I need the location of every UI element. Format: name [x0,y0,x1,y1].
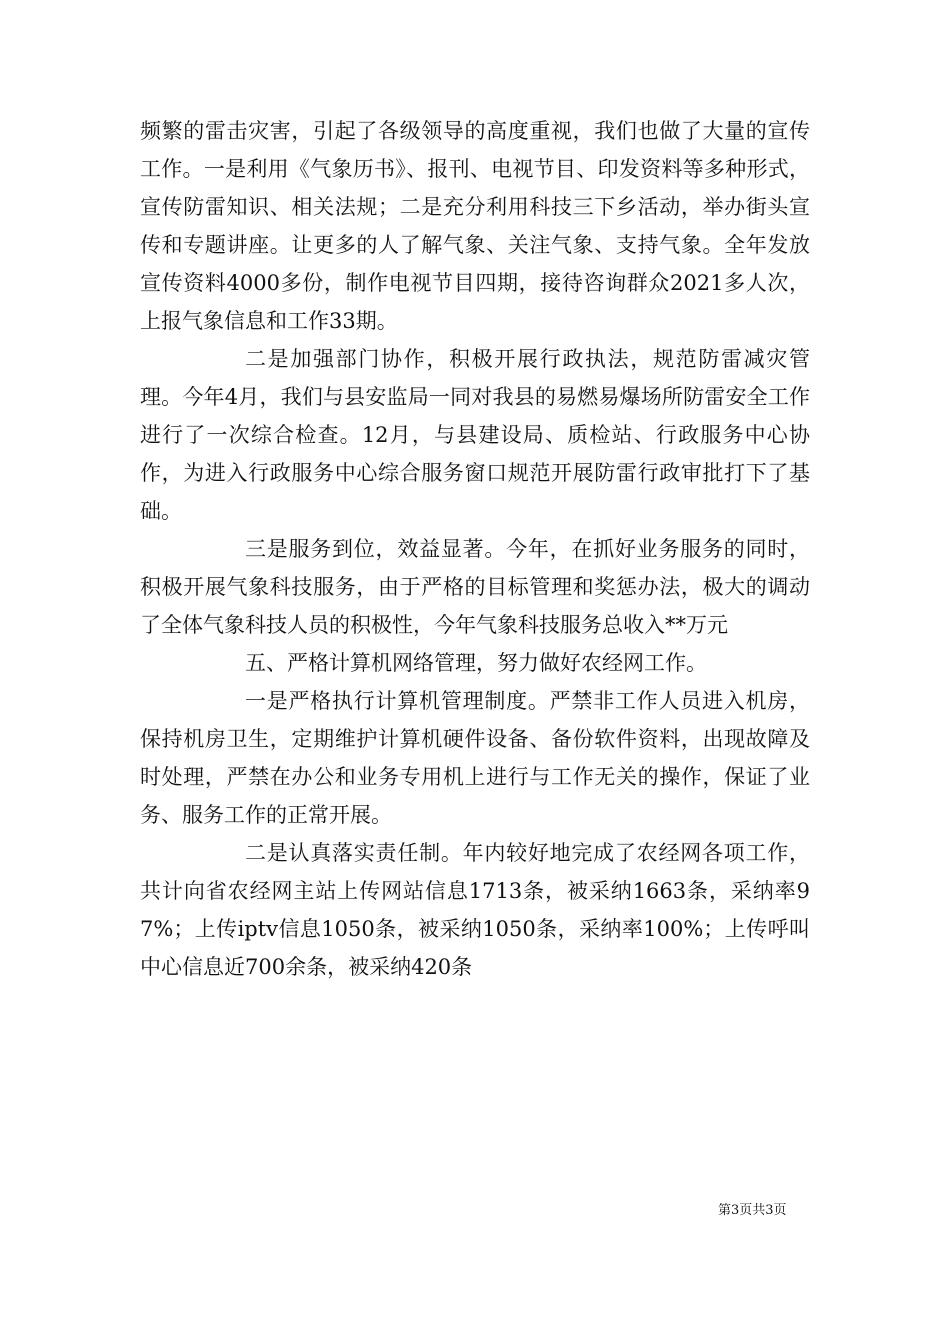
document-body [140,112,810,986]
paragraph-service-benefits: 三是服务到位，效益显著。今年，在抓好业务服务的同时，积极开展气象科技服务，由于严格的目标管理和奖惩办法，极大的调动了全体气象科技人员的积极性，今年气象科技服务总收入**万元 [140,537,810,637]
page-number: 第3页共3页 [718,1203,787,1218]
paragraph-publicity-work: 频繁的雷击灾害，引起了各级领导的高度重视，我们也做了大量的宣传工作。一是利用《气象历书》、报刊、电视节目、印发资料等多种形式，宣传防雷知识、相关法规；二是充分利用科技三下乡活动，举办街头宣传和专题讲座。让更多的人了解气象、关注气象、支持气象。全年发放宣传资料4000多份，制作电视节目四期，接待咨询群众2021多人次，上报气象信息和工作33期。 [140,119,810,333]
section-heading-network-management: 五、严格计算机网络管理，努力做好农经网工作。 [245,651,707,675]
paragraph-computer-management: 一是严格执行计算机管理制度。严禁非工作人员进入机房，保持机房卫生，定期维护计算机硬件设备、备份软件资料，出现故障及时处理，严禁在办公和业务专用机上进行与工作无关的操作，保证了业务、服务工作的正常开展。 [140,689,810,827]
paragraph-department-cooperation: 二是加强部门协作，积极开展行政执法，规范防雷减灾管理。今年4月，我们与县安监局一同对我县的易燃易爆场所防雷安全工作进行了一次综合检查。12月，与县建设局、质检站、行政服务中心协作，为进入行政服务中心综合服务窗口规范开展防雷行政审批打下了基础。 [140,347,810,523]
paragraph-responsibility-system: 二是认真落实责任制。年内较好地完成了农经网各项工作，共计向省农经网主站上传网站信息1713条，被采纳1663条，采纳率97%；上传iptv信息1050条，被采纳1050条，采纳率100%；上传呼叫中心信息近700余条，被采纳420条 [140,841,810,979]
